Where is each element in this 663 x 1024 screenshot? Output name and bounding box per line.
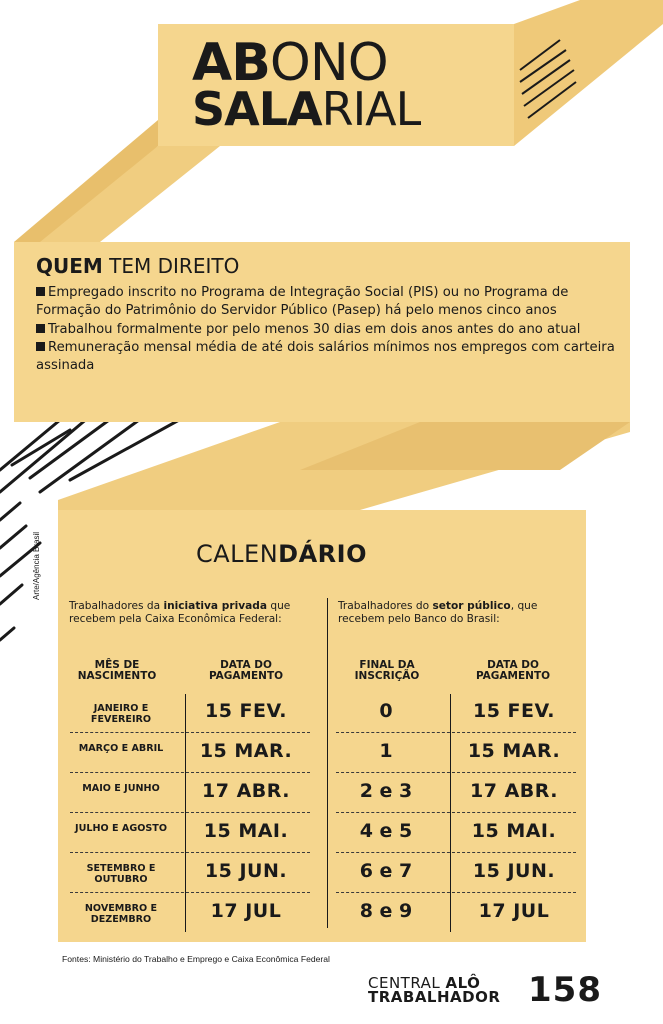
birth-month-cell: JULHO E AGOSTO: [75, 823, 167, 834]
eligibility-item-text: Remuneração mensal média de até dois salários mínimos nos empregos com carteira assinada: [36, 339, 615, 374]
private-payment-date-cell: 15 MAI.: [203, 820, 289, 842]
eligibility-item-text: Trabalhou formalmente por pelo menos 30 dias em dois anos antes do ano atual: [48, 321, 581, 337]
title-line2-bold: SALA: [192, 81, 322, 136]
private-payment-date-cell: 15 JUN.: [204, 860, 288, 882]
registration-ending-cell: 4 e 5: [359, 820, 413, 842]
square-bullet-icon: [36, 324, 45, 333]
birth-month-cell: NOVEMBRO E DEZEMBRO: [84, 903, 158, 925]
public-payment-date-cell: 17 ABR.: [470, 780, 558, 802]
registration-ending-cell: 1: [379, 740, 393, 762]
birth-month-cell: MAIO E JUNHO: [82, 783, 160, 794]
private-payment-date-cell: 17 JUL: [210, 900, 282, 922]
hotline-label: [368, 976, 500, 1004]
title-line1-bold: AB: [192, 33, 270, 93]
source-note: Fontes: Ministério do Trabalho e Emprego e Caixa Econômica Federal: [62, 954, 330, 964]
public-intro-pre: Trabalhadores do: [338, 600, 433, 612]
col-header-registration-ending: FINAL DA INSCRIÇÃO: [354, 659, 420, 682]
hotline-line2: TRABALHADOR: [368, 988, 501, 1006]
calendar-title-bold: DÁRIO: [278, 540, 367, 568]
square-bullet-icon: [36, 287, 45, 296]
eligibility-item: [36, 339, 616, 376]
private-intro-pre: Trabalhadores da: [69, 600, 164, 612]
calendar-divider: [327, 598, 328, 928]
calendar-title: [196, 540, 367, 568]
private-payment-date-cell: 15 FEV.: [205, 700, 287, 722]
registration-ending-cell: 8 e 9: [359, 900, 413, 922]
hotline-line1-bold: ALÔ: [445, 974, 481, 992]
public-payment-date-cell: 15 MAI.: [471, 820, 557, 842]
row-separator: [70, 812, 310, 813]
eligibility-list: [36, 284, 616, 375]
page-title: [192, 33, 421, 136]
column-separator: [450, 694, 451, 932]
row-separator: [336, 852, 576, 853]
public-payment-date-cell: 17 JUL: [478, 900, 550, 922]
public-payment-date-cell: 15 FEV.: [473, 700, 555, 722]
column-separator: [185, 694, 186, 932]
public-sector-intro: [338, 600, 578, 625]
private-payment-date-cell: 15 MAR.: [199, 740, 293, 762]
square-bullet-icon: [36, 342, 45, 351]
private-intro-bold: iniciativa privada: [163, 600, 267, 612]
calendar-title-light: CALEN: [196, 540, 279, 568]
eligibility-heading-rest: TEM DIREITO: [102, 254, 240, 278]
row-separator: [336, 772, 576, 773]
row-separator: [336, 732, 576, 733]
title-line1-light: ONO: [269, 33, 388, 93]
row-separator: [70, 892, 310, 893]
row-separator: [336, 812, 576, 813]
eligibility-item-text: Empregado inscrito no Programa de Integração Social (PIS) ou no Programa de Formação do Patrimônio do Servidor Público (Pasep) há pelo menos cinco anos: [36, 285, 569, 319]
hotline-line1-light: CENTRAL: [368, 974, 446, 992]
eligibility-item: [36, 321, 616, 339]
public-payment-date-cell: 15 MAR.: [467, 740, 561, 762]
col-header-private-payment-date: DATA DO PAGAMENTO: [208, 659, 284, 682]
col-header-birth-month: MÊS DE NASCIMENTO: [77, 659, 157, 682]
hotline-number: 158: [528, 970, 602, 1010]
registration-ending-cell: 0: [379, 700, 393, 722]
private-intro-post: que recebem pela Caixa Econômica Federal:: [69, 600, 291, 625]
eligibility-item: [36, 284, 616, 321]
title-line2-light: RIAL: [321, 81, 421, 136]
art-credit: Arte/Agência Brasil: [32, 531, 41, 600]
eligibility-heading-bold: QUEM: [36, 254, 103, 278]
birth-month-cell: SETEMBRO E OUTUBRO: [86, 863, 156, 885]
registration-ending-cell: 2 e 3: [359, 780, 413, 802]
private-payment-date-cell: 17 ABR.: [202, 780, 290, 802]
row-separator: [336, 892, 576, 893]
col-header-public-payment-date: DATA DO PAGAMENTO: [475, 659, 551, 682]
row-separator: [70, 732, 310, 733]
eligibility-heading: [36, 254, 239, 278]
row-separator: [70, 852, 310, 853]
public-intro-post: , que recebem pelo Banco do Brasil:: [338, 600, 538, 625]
public-intro-bold: setor público: [432, 600, 511, 612]
private-sector-intro: [69, 600, 314, 625]
row-separator: [70, 772, 310, 773]
registration-ending-cell: 6 e 7: [359, 860, 413, 882]
birth-month-cell: MARÇO E ABRIL: [78, 743, 164, 754]
birth-month-cell: JANEIRO E FEVEREIRO: [90, 703, 152, 725]
public-payment-date-cell: 15 JUN.: [472, 860, 556, 882]
